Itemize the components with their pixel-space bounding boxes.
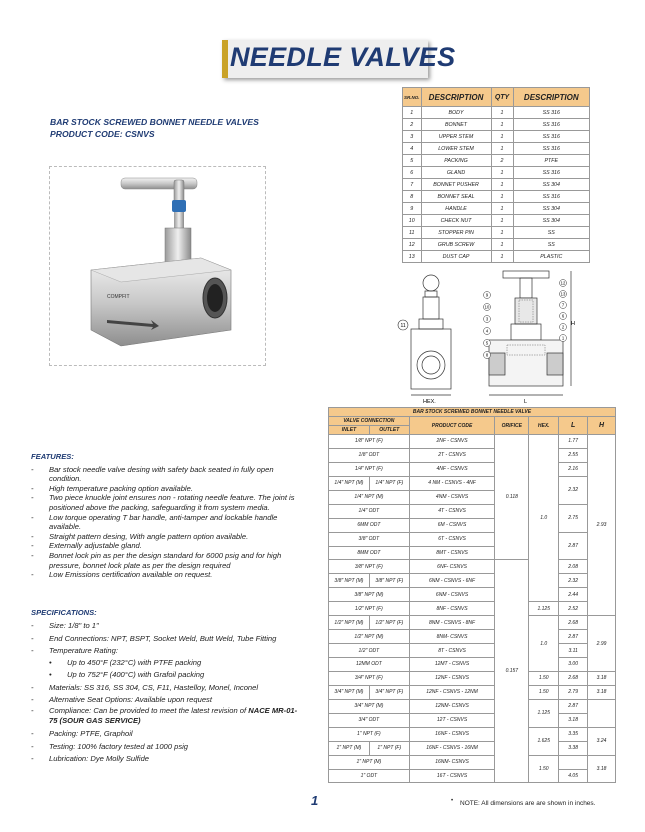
part-qty: 1 (491, 239, 513, 251)
part-material: SS 304 (513, 215, 589, 227)
spec-product-code: 2T - CSNVS (409, 448, 495, 462)
specifications-heading: SPECIFICATIONS: (31, 608, 97, 617)
spec-hex: 1.0 (529, 616, 559, 672)
table-row (329, 588, 616, 602)
product-photo (55, 170, 260, 362)
specifications-section (31, 607, 301, 765)
table-row (403, 191, 590, 203)
spec-connection: 3/4" NPT (M) (329, 699, 410, 713)
part-material: SS 304 (513, 179, 589, 191)
spec-product-code: 8NM- CSNVS (409, 630, 495, 644)
table-row (403, 119, 590, 131)
part-qty: 1 (491, 215, 513, 227)
spec-outlet: 1/4" NPT (F) (369, 476, 409, 490)
spec-inlet: 3/8" NPT (M) (329, 574, 370, 588)
spec-hex: 1.50 (529, 755, 559, 783)
table-row (329, 741, 616, 755)
spec-l: 2.44 (559, 588, 588, 602)
spec-product-code: 16NF - CSNVS (409, 727, 495, 741)
table-row (403, 239, 590, 251)
spec-header-outlet: OUTLET (369, 426, 409, 435)
part-srno: 11 (403, 227, 422, 239)
spec-hex: 1.50 (529, 671, 559, 685)
spec-header-h: H (588, 417, 616, 435)
specifications-list (31, 620, 301, 765)
part-description: HANDLE (421, 203, 491, 215)
table-row (403, 155, 590, 167)
spec-h: 3.18 (588, 671, 616, 685)
part-description: BONNET (421, 119, 491, 131)
spec-product-code: 12NF - CSNVS (409, 671, 495, 685)
spec-header-product-code: PRODUCT CODE (409, 417, 495, 435)
part-qty: 1 (491, 131, 513, 143)
table-row (329, 699, 616, 713)
spec-connection: 3/8" NPT (M) (329, 588, 410, 602)
drawing-hex-label: HEX. (423, 399, 436, 405)
technical-drawing (395, 265, 585, 405)
table-row (329, 574, 616, 588)
feature-item: - Bar stock needle valve desing with safety back seated in fully open condition. (31, 465, 301, 484)
spec-product-code: 4T - CSNVS (409, 504, 495, 518)
spec-product-code: 6NF- CSNVS (409, 560, 495, 574)
note-bullet: • (451, 798, 454, 804)
part-material: SS 316 (513, 167, 589, 179)
spec-product-code: 12NF - CSNVS - 12NM (409, 685, 495, 699)
drawing-callout-label: 5 (485, 340, 489, 346)
table-row (329, 602, 616, 616)
spec-l: 2.55 (559, 448, 588, 462)
spec-connection: 1/8" NPT (F) (329, 435, 410, 449)
features-heading: FEATURES: (31, 452, 74, 461)
spec-l: 2.68 (559, 616, 588, 630)
spec-connection: 1/4" NPT (F) (329, 462, 410, 476)
part-material: PTFE (513, 155, 589, 167)
part-material: SS 304 (513, 203, 589, 215)
spec-header-l: L (559, 417, 588, 435)
part-qty: 1 (491, 191, 513, 203)
part-qty: 1 (491, 143, 513, 155)
spec-l: 3.18 (559, 713, 588, 727)
spec-connection: 1/4" NPT (M) (329, 490, 410, 504)
spec-product-code: 4NM - CSNVS (409, 490, 495, 504)
table-row (329, 560, 616, 574)
drawing-callout-label: 1 (561, 335, 565, 341)
page-title: NEEDLE VALVES (230, 42, 456, 72)
spec-l: 4.05 (559, 769, 588, 783)
spec-inlet: 1/4" NPT (M) (329, 476, 370, 490)
spec-header-valve-connection: VALVE CONNECTION (329, 417, 410, 426)
spec-temp-ptfe: • Up to 450°F (232°C) with PTFE packing (31, 657, 301, 669)
spec-l: 2.87 (559, 630, 588, 644)
feature-item: - Low Emissions certification available on request. (31, 570, 301, 580)
spec-product-code: 2NF - CSNVS (409, 435, 495, 449)
spec-connection: 1/2" ODT (329, 644, 410, 658)
part-description: UPPER STEM (421, 131, 491, 143)
part-srno: 6 (403, 167, 422, 179)
part-material: SS 316 (513, 131, 589, 143)
drawing-callout-label: 7 (561, 302, 565, 308)
spec-product-code: 12MT - CSNVS (409, 658, 495, 672)
spec-l: 2.87 (559, 699, 588, 713)
parts-header-description: DESCRIPTION (421, 88, 491, 107)
spec-table (328, 407, 616, 783)
feature-item: - High temperature packing option available. (31, 484, 301, 494)
table-row (329, 769, 616, 783)
spec-connection: 1/8" ODT (329, 448, 410, 462)
spec-l: 3.35 (559, 727, 588, 741)
spec-inlet: 3/4" NPT (M) (329, 685, 370, 699)
spec-hex: 1.125 (529, 602, 559, 616)
drawing-h-label: H (571, 321, 575, 327)
table-row (329, 671, 616, 685)
spec-seat: - Alternative Seat Options: Available upon request (31, 694, 301, 706)
part-srno: 3 (403, 131, 422, 143)
part-description: GRUB SCREW (421, 239, 491, 251)
table-row (329, 504, 616, 518)
spec-compliance-standard: NACE MR-01-75 (SOUR GAS SERVICE) (49, 706, 298, 726)
spec-orifice: 0.118 (495, 435, 529, 560)
spec-product-code: 6NM - CSNVS (409, 588, 495, 602)
table-row (329, 755, 616, 769)
part-srno: 12 (403, 239, 422, 251)
part-srno: 9 (403, 203, 422, 215)
part-material: SS 316 (513, 107, 589, 119)
spec-hex: 1.0 (529, 435, 559, 602)
spec-connection: 1/2" NPT (M) (329, 630, 410, 644)
spec-product-code: 12T - CSNVS (409, 713, 495, 727)
table-row (403, 251, 590, 263)
part-srno: 5 (403, 155, 422, 167)
spec-hex: 1.625 (529, 727, 559, 755)
part-srno: 10 (403, 215, 422, 227)
page-number: 1 (311, 793, 319, 808)
spec-materials: - Materials: SS 316, SS 304, CS, F11, Hastelloy, Monel, Inconel (31, 682, 301, 694)
spec-l: 3.00 (559, 658, 588, 672)
part-qty: 1 (491, 203, 513, 215)
table-row (329, 435, 616, 449)
part-material: SS 316 (513, 191, 589, 203)
spec-header-hex: HEX. (529, 417, 559, 435)
drawing-callout-label: 8 (485, 352, 489, 358)
table-row (329, 476, 616, 490)
feature-item: - Externally adjustable gland. (31, 541, 301, 551)
part-qty: 1 (491, 167, 513, 179)
spec-connection: 6MM ODT (329, 518, 410, 532)
spec-connection: 3/4" NPT (F) (329, 671, 410, 685)
table-row (329, 616, 616, 630)
drawing-callout-label: 13 (560, 291, 566, 297)
spec-connection: 1" NPT (M) (329, 755, 410, 769)
spec-h: 2.93 (588, 435, 616, 616)
spec-l: 2.75 (559, 504, 588, 532)
parts-header-srno: SR.NO. (403, 88, 422, 107)
feature-item: - Low torque operating T bar handle, anti-tamper and lockable handle available. (31, 513, 301, 532)
table-row (403, 203, 590, 215)
part-material: SS 316 (513, 143, 589, 155)
table-row (329, 727, 616, 741)
spec-l: 2.87 (559, 532, 588, 560)
spec-h: 3.18 (588, 685, 616, 699)
spec-l: 2.68 (559, 671, 588, 685)
feature-item: - Bonnet lock pin as per the design standard for 6000 psig and for high pressure, bonnet lock plate as per the design required (31, 551, 301, 570)
part-srno: 13 (403, 251, 422, 263)
part-description: GLAND (421, 167, 491, 179)
drawing-callout-label: 2 (561, 324, 565, 330)
table-row (403, 227, 590, 239)
spec-product-code: 6T - CSNVS (409, 532, 495, 546)
spec-connection: 1/4" ODT (329, 504, 410, 518)
table-row (329, 658, 616, 672)
spec-l: 2.32 (559, 574, 588, 588)
spec-compliance (31, 706, 301, 726)
spec-header-orifice: ORIFICE (495, 417, 529, 435)
part-qty: 1 (491, 227, 513, 239)
part-srno: 1 (403, 107, 422, 119)
spec-h: 3.24 (588, 727, 616, 755)
table-row (403, 143, 590, 155)
spec-product-code: 4 NM - CSNVS - 4NF (409, 476, 495, 490)
spec-lubrication: - Lubrication: Dye Molly Sulfide (31, 753, 301, 765)
spec-l: 3.11 (559, 644, 588, 658)
spec-table-title: BAR STOCK SCREWED BONNET NEEDLE VALVE (329, 408, 616, 417)
part-srno: 8 (403, 191, 422, 203)
spec-connection: 3/4" ODT (329, 713, 410, 727)
product-name: BAR STOCK SCREWED BONNET NEEDLE VALVES (50, 117, 259, 127)
part-description: LOWER STEM (421, 143, 491, 155)
spec-l: 2.16 (559, 462, 588, 476)
spec-connection: 1" ODT (329, 769, 410, 783)
spec-h-empty (588, 699, 616, 727)
title-accent-bar (222, 40, 228, 78)
table-row (403, 131, 590, 143)
table-row (329, 532, 616, 546)
spec-product-code: 16NF - CSNVS - 16NM (409, 741, 495, 755)
spec-product-code: 16NM- CSNVS (409, 755, 495, 769)
product-code: PRODUCT CODE: CSNVS (50, 129, 155, 139)
spec-product-code: 12NM- CSNVS (409, 699, 495, 713)
spec-product-code: 16T - CSNVS (409, 769, 495, 783)
part-description: CHECK NUT (421, 215, 491, 227)
table-row (403, 107, 590, 119)
table-row (329, 462, 616, 476)
part-description: PACKING (421, 155, 491, 167)
spec-hex: 1.50 (529, 685, 559, 699)
spec-l: 2.79 (559, 685, 588, 699)
part-qty: 1 (491, 119, 513, 131)
spec-product-code: 6M - CSNVS (409, 518, 495, 532)
part-qty: 1 (491, 251, 513, 263)
spec-l: 2.08 (559, 560, 588, 574)
table-row (329, 630, 616, 644)
spec-inlet: 1" NPT (M) (329, 741, 370, 755)
drawing-callout-label: 9 (485, 292, 489, 298)
spec-product-code: 8T - CSNVS (409, 644, 495, 658)
spec-connection: 1" NPT (F) (329, 727, 410, 741)
feature-item: - Two piece knuckle joint ensures non - rotating needle feature. The joint is positioned above the packing, safeguarding it from system media. (31, 493, 301, 512)
parts-table (402, 87, 590, 263)
spec-temp-grafoil: • Up to 752°F (400°C) with Grafoil packing (31, 669, 301, 681)
spec-inlet: 1/2" NPT (M) (329, 616, 370, 630)
spec-product-code: 4NF - CSNVS (409, 462, 495, 476)
part-qty: 1 (491, 107, 513, 119)
dimensions-note: NOTE: All dimensions are are shown in inches. (460, 800, 596, 807)
spec-product-code: 8NM - CSNVS - 8NF (409, 616, 495, 630)
spec-end-connections: - End Connections: NPT, BSPT, Socket Weld, Butt Weld, Tube Fitting (31, 633, 301, 645)
spec-connection: 12MM ODT (329, 658, 410, 672)
part-material: SS 316 (513, 119, 589, 131)
part-srno: 4 (403, 143, 422, 155)
spec-packing: - Packing: PTFE, Graphoil (31, 728, 301, 740)
part-srno: 2 (403, 119, 422, 131)
part-material: PLASTIC (513, 251, 589, 263)
spec-compliance-text: Compliance: Can be provided to meet the latest revision of (49, 706, 249, 716)
spec-l: 3.38 (559, 741, 588, 755)
spec-h: 2.99 (588, 616, 616, 672)
features-section (31, 452, 301, 580)
spec-connection: 8MM ODT (329, 546, 410, 560)
part-description: BODY (421, 107, 491, 119)
spec-product-code: 8NF - CSNVS (409, 602, 495, 616)
spec-l: 2.32 (559, 476, 588, 504)
table-row (329, 685, 616, 699)
parts-header-qty: QTY (491, 88, 513, 107)
spec-testing: - Testing: 100% factory tested at 1000 psig (31, 741, 301, 753)
table-row (329, 644, 616, 658)
table-row (329, 448, 616, 462)
part-qty: 2 (491, 155, 513, 167)
spec-header-inlet: INLET (329, 426, 370, 435)
drawing-callout-label: 3 (485, 316, 489, 322)
part-material: SS (513, 227, 589, 239)
spec-orifice: 0.157 (495, 560, 529, 783)
spec-l: 2.52 (559, 602, 588, 616)
table-row (403, 215, 590, 227)
spec-connection: 3/8" ODT (329, 532, 410, 546)
spec-temperature: - Temperature Rating: (31, 645, 301, 657)
spec-l-empty (559, 755, 588, 769)
part-description: BONNET PUSHER (421, 179, 491, 191)
part-qty: 1 (491, 179, 513, 191)
spec-hex: 1.125 (529, 699, 559, 727)
photo-marking: COMPFIT (107, 294, 130, 300)
table-row (329, 713, 616, 727)
drawing-l-label: L (524, 399, 528, 405)
spec-size: - Size: 1/8" to 1" (31, 620, 301, 632)
spec-h: 3.18 (588, 755, 616, 783)
table-row (403, 167, 590, 179)
spec-l: 1.77 (559, 435, 588, 449)
spec-outlet: 1" NPT (F) (369, 741, 409, 755)
part-description: STOPPER PIN (421, 227, 491, 239)
drawing-callout-11: 11 (400, 323, 406, 329)
spec-outlet: 1/2" NPT (F) (369, 616, 409, 630)
features-list (31, 465, 301, 580)
part-material: SS (513, 239, 589, 251)
parts-header-material: DESCRIPTION (513, 88, 589, 107)
spec-connection: 3/8" NPT (F) (329, 560, 410, 574)
spec-connection: 1/2" NPT (F) (329, 602, 410, 616)
spec-product-code: 8MT - CSNVS (409, 546, 495, 560)
drawing-callout-label: 4 (485, 328, 489, 334)
table-row (403, 179, 590, 191)
spec-outlet: 3/8" NPT (F) (369, 574, 409, 588)
drawing-callout-label: 10 (484, 304, 490, 310)
spec-product-code: 6NM - CSNVS - 6NF (409, 574, 495, 588)
part-description: DUST CAP (421, 251, 491, 263)
spec-outlet: 3/4" NPT (F) (369, 685, 409, 699)
feature-item: - Straight pattern desing, With angle pattern option available. (31, 532, 301, 542)
part-description: BONNET SEAL (421, 191, 491, 203)
drawing-callout-label: 6 (561, 313, 565, 319)
part-srno: 7 (403, 179, 422, 191)
drawing-callout-label: 12 (560, 280, 566, 286)
